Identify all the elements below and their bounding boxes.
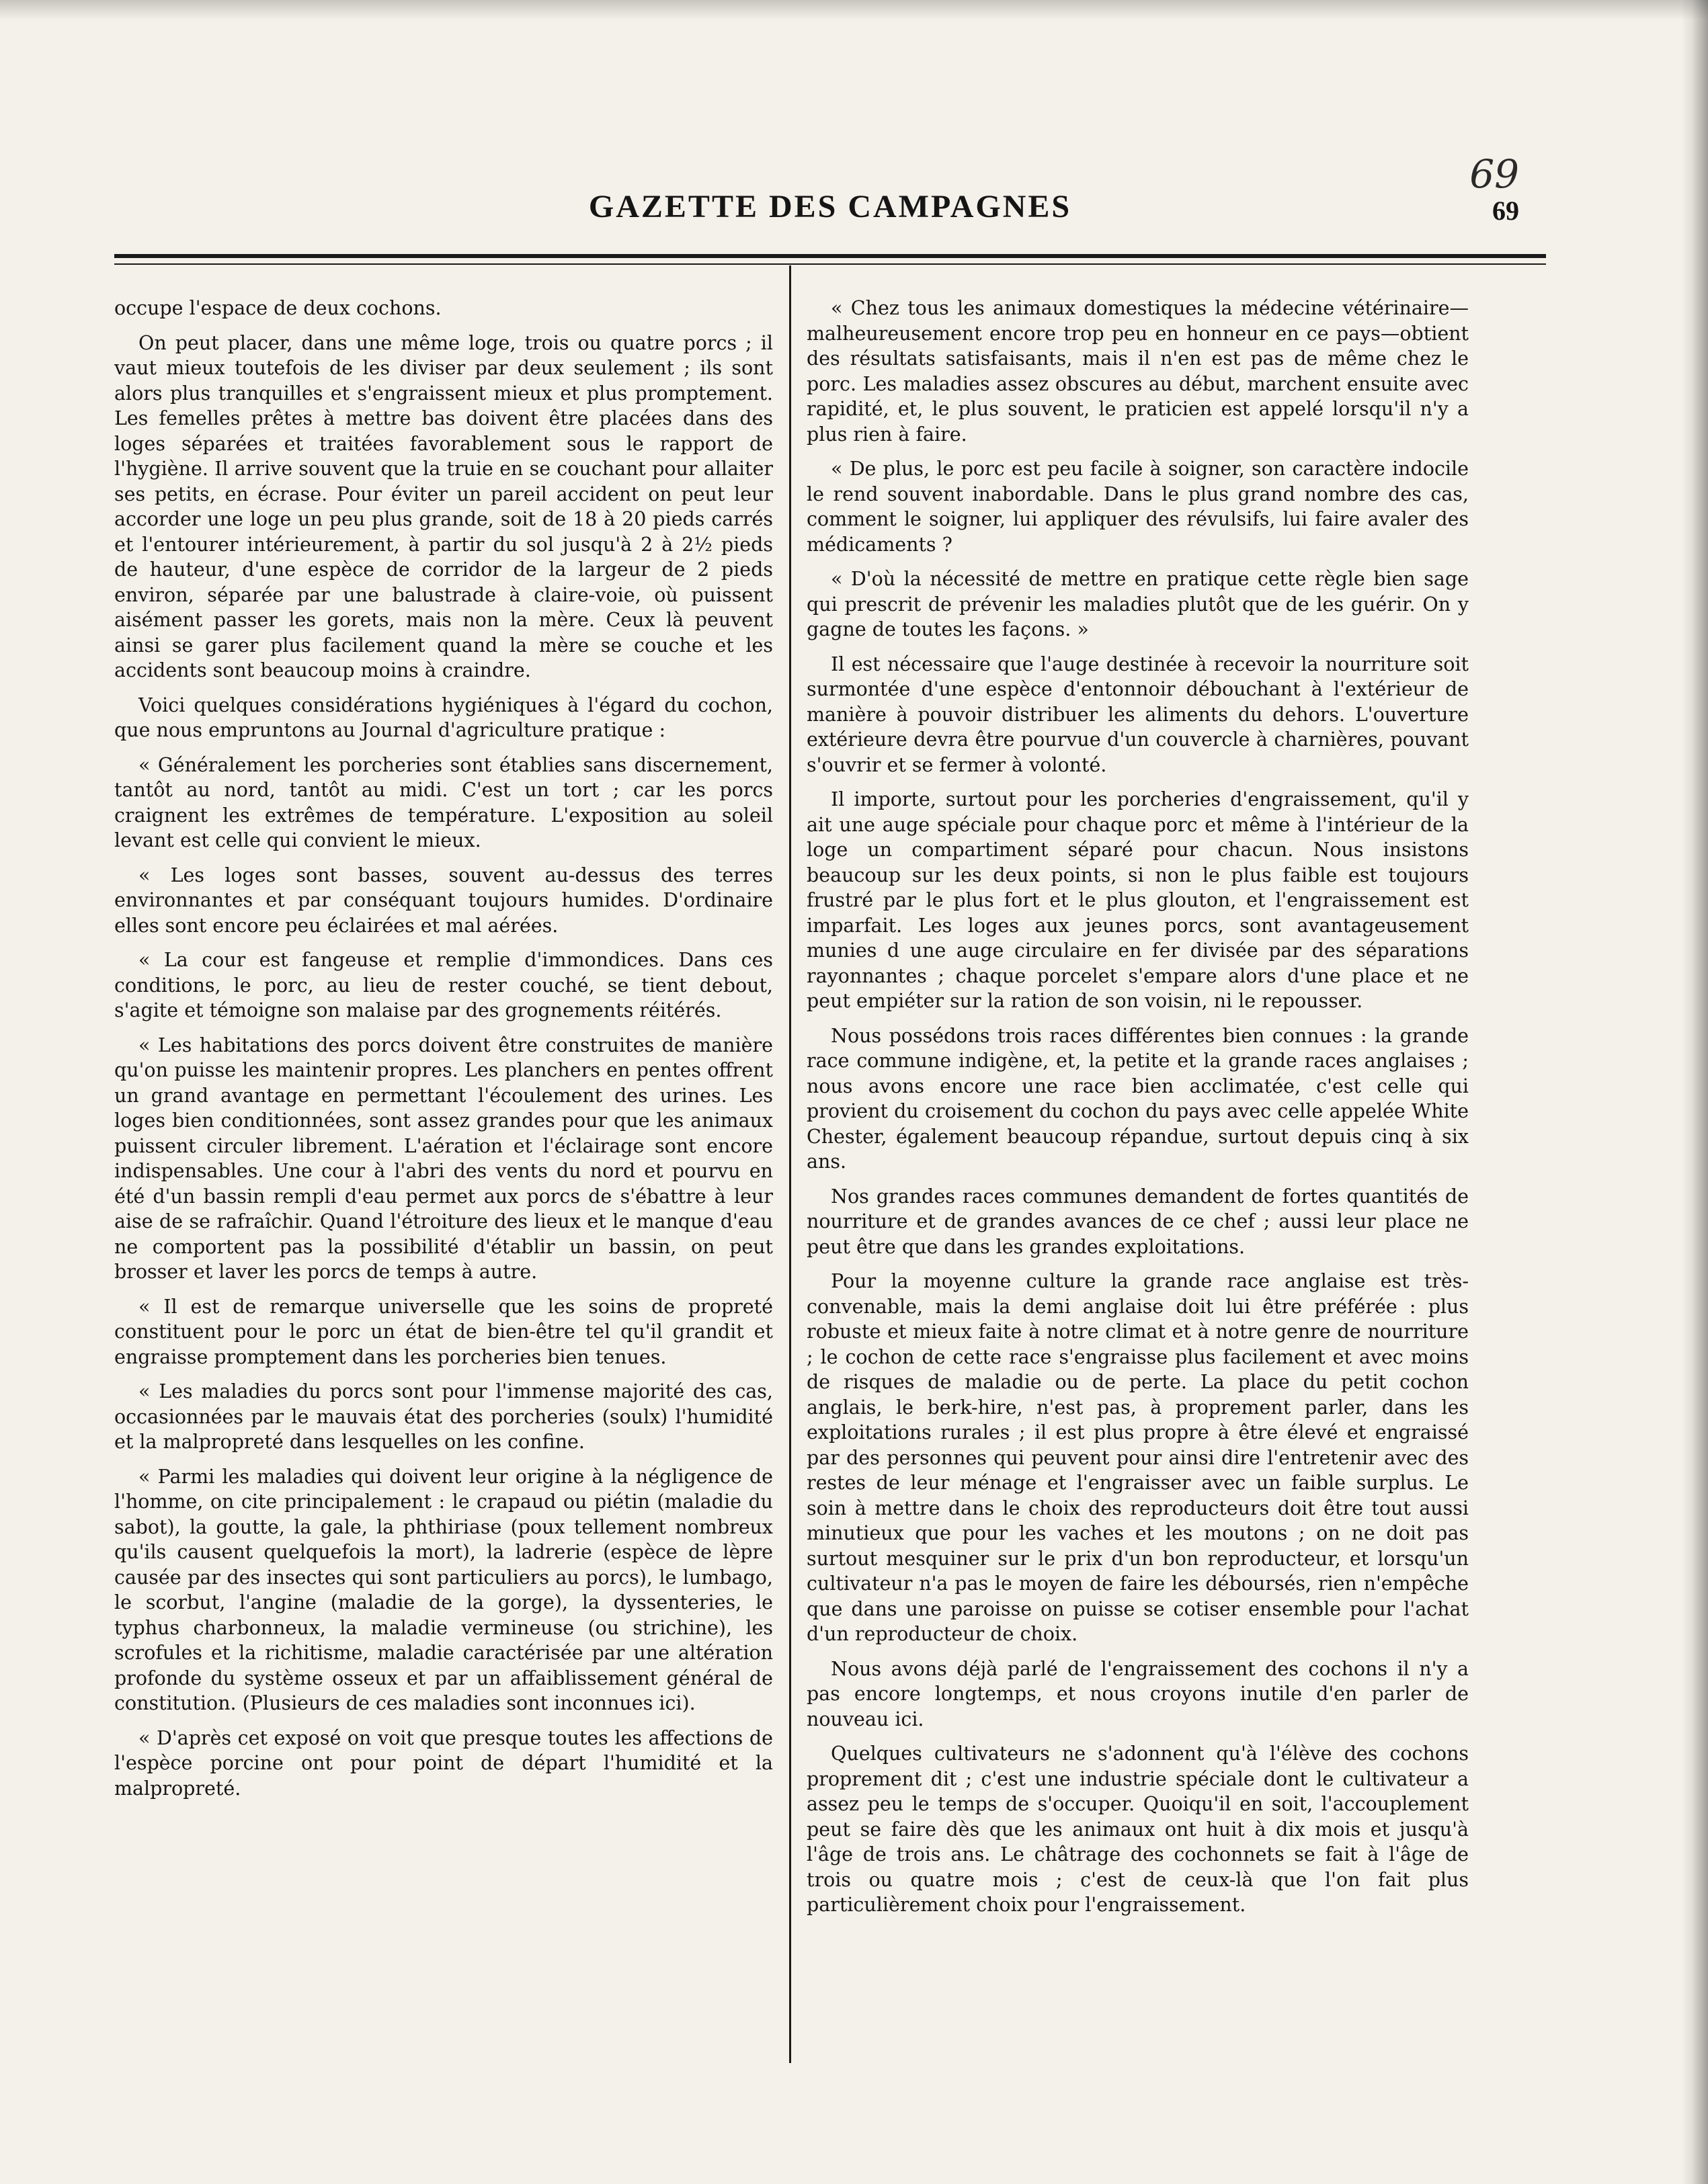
paragraph: On peut placer, dans une même loge, trois ou quatre porcs ; il vaut mieux toutefois de les diviser par deux seulement ; ils sont alors plus tranquilles et s'engraissent mieux et plus promptement. Les femelles prêtes à mettre bas doivent être placées dans des loges séparées et traitées favorablement sous le rapport de l'hygiène. Il arrive souvent que la truie en se couchant pour allaiter ses petits, en écrase. Pour éviter un pareil accident on peut leur accorder une loge un peu plus grande, soit de 18 à 20 pieds carrés et l'entourer intérieurement, à partir du sol jusqu'à 2 à 2½ pieds de hauteur, d'une espèce de corridor de la largeur de 2 pieds environ, séparée par une balustrade à claire-voie, où puissent aisément passer les gorets, mais non la mère. Ceux là peuvent ainsi se garer plus facilement quand la mère se couche et les accidents sont beaucoup moins à craindre. (114, 331, 773, 681)
paragraph: « De plus, le porc est peu facile à soigner, son caractère indocile le rend souvent inabordable. Dans le plus grand nombre des cas, comment le soigner, lui appliquer des révulsifs, lui faire avaler des médicaments ? (807, 458, 1469, 556)
page-header (114, 151, 1546, 255)
header-rule-thin (114, 263, 1546, 265)
paragraph: Nous possédons trois races différentes bien connues : la grande race commune indigène, et, la petite et la grande races anglaises ; nous avons encore une race bien acclimatée, c'est celle qui provient du croisement du cochon du pays avec celle appelée White Chester, également beaucoup répandue, surtout depuis cinq à six ans. (807, 1024, 1469, 1173)
paragraph: « Les maladies du porcs sont pour l'immense majorité des cas, occasionnées par le mauvais état des porcheries (soulx) l'humidité et la malpropreté dans lesquelles on les confine. (114, 1380, 773, 1453)
paragraph: « Les loges sont basses, souvent au-dessus des terres environnantes et par conséquant toujours humides. D'ordinaire elles sont encore peu éclairées et mal aérées. (114, 864, 773, 937)
paragraph: « Chez tous les animaux domestiques la médecine vétérinaire—malheureusement encore trop peu en honneur en ce pays—obtient des résultats satisfaisants, mais il n'en est pas de même chez le porc. Les maladies assez obscures au début, marchent ensuite avec rapidité, et, le plus souvent, le praticien est appelé lorsqu'il n'y a plus rien à faire. (807, 297, 1469, 446)
paragraph: Quelques cultivateurs ne s'adonnent qu'à l'élève des cochons proprement dit ; c'est une industrie spéciale dont le cultivateur a assez peu le temps de s'occuper. Quoiqu'il en soit, l'accouplement peut se faire dès que les animaux ont huit à dix mois et jusqu'à l'âge de trois ans. Le châtrage des cochonnets se fait à l'âge de trois ou quatre mois ; c'est de ceux-là que l'on fait plus particulièrement choix pour l'engraissement. (807, 1742, 1469, 1916)
scan-shadow-top (0, 0, 1708, 20)
header-rule-thick (114, 254, 1546, 258)
paragraph: Voici quelques considérations hygiéniques à l'égard du cochon, que nous empruntons au Journal d'agriculture pratique : (114, 694, 773, 741)
paragraph: occupe l'espace de deux cochons. (114, 297, 442, 319)
paragraph: « D'après cet exposé on voit que presque toutes les affections de l'espèce porcine ont pour point de départ l'humidité et la malpropreté. (114, 1726, 773, 1800)
paragraph: « D'où la nécessité de mettre en pratique cette règle bien sage qui prescrit de prévenir les maladies plutôt que de les guérir. On y gagne de toutes les façons. » (807, 568, 1469, 640)
page-title: GAZETTE DES CAMPAGNES (588, 189, 1072, 224)
paragraph: « Il est de remarque universelle que les soins de propreté constituent pour le porc un état de bien-être tel qu'il grandit et engraisse promptement dans les porcheries bien tenues. (114, 1295, 773, 1368)
paragraph: Pour la moyenne culture la grande race anglaise est très-convenable, mais la demi anglaise doit lui être préférée : plus robuste et mieux faite à notre climat et à notre genre de nourriture ; le cochon de cette race s'engraisse plus facilement et avec moins de risques de maladie ou de perte. La place du petit cochon anglais, le berk-hire, n'est pas, à proprement parler, dans les exploitations rurales ; il est plus propre à être élevé et engraissé par des personnes qui peuvent pour ainsi dire l'entretenir avec des restes de leur ménage et l'engraisser avec un faible surplus. Le soin à mettre dans le choix des reproducteurs doit être tout aussi minutieux que pour les vaches et les moutons ; on ne doit pas surtout mesquiner sur le prix d'un bon reproducteur, et lorsqu'un cultivateur n'a pas le moyen de faire les déboursés, rien n'empêche que dans une paroisse on puisse se cotiser ensemble pour l'achat d'un reproducteur de choix. (807, 1270, 1469, 1645)
scan-shadow-right (1681, 0, 1708, 2184)
paragraph: Nos grandes races communes demandent de fortes quantités de nourriture et de grandes avances de ce chef ; aussi leur place ne peut être que dans les grandes exploitations. (807, 1185, 1469, 1258)
right-column (807, 296, 1469, 1918)
paragraph: « La cour est fangeuse et remplie d'immondices. Dans ces conditions, le porc, au lieu de rester couché, se tient debout, s'agite et témoigne son malaise par des grognements réitérés. (114, 949, 773, 1021)
column-divider (789, 265, 791, 2063)
page-number: 69 (1492, 196, 1519, 226)
paragraph: « Parmi les maladies qui doivent leur origine à la négligence de l'homme, on cite principalement : le crapaud ou piétin (maladie du sabot), la goutte, la gale, la phthiriase (poux tellement nombreux qu'ils causent quelquefois la mort), la ladrerie (espèce de lèpre causée par des insectes qui sont particuliers au porcs), le lumbago, le scorbut, l'angine (maladie de la gorge), la dyssenteries, le typhus charbonneux, la maladie vermineuse (ou strichine), les scrofules et la richitisme, maladie caractérisée par une altération profonde du système osseux et par un affaiblissement général de constitution. (Plusieurs de ces maladies sont inconnues ici). (114, 1465, 773, 1714)
left-column (114, 296, 773, 1801)
paragraph: « Généralement les porcheries sont établies sans discernement, tantôt au nord, tantôt au midi. C'est un tort ; car les porcs craignent les extrêmes de température. L'exposition au soleil levant est celle qui convient le mieux. (114, 753, 773, 851)
paragraph: « Les habitations des porcs doivent être construites de manière qu'on puisse les maintenir propres. Les planchers en pentes offrent un grand avantage en permettant l'écoulement des urines. Les loges bien conditionnées, sont assez grandes pour que les animaux puissent circuler librement. L'aération et l'éclairage sont encore indispensables. Une cour à l'abri des vents du nord et pourvu en été d'un bassin rempli d'eau permet aux porcs de s'ébattre à leur aise de se rafraîchir. Quand l'étroiture des lieux et le manque d'eau ne comportent pas la possibilité d'établir un bassin, on peut brosser et laver les porcs de temps à autre. (114, 1034, 773, 1283)
handwritten-folio: 69 (1469, 151, 1519, 197)
paragraph: Il est nécessaire que l'auge destinée à recevoir la nourriture soit surmontée d'une espèce d'entonnoir débouchant à l'extérieur de manière à pouvoir distribuer les aliments du dehors. L'ouverture extérieure devra être pourvue d'un couvercle à charnières, pouvant s'ouvrir et se fermer à volonté. (807, 653, 1469, 776)
paragraph: Nous avons déjà parlé de l'engraissement des cochons il n'y a pas encore longtemps, et nous croyons inutile d'en parler de nouveau ici. (807, 1657, 1469, 1730)
paragraph: Il importe, surtout pour les porcheries d'engraissement, qu'il y ait une auge spéciale pour chaque porc et même à l'intérieur de la loge un compartiment séparé pour chacun. Nous insistons beaucoup sur les deux points, si non le plus faible est toujours frustré par le plus fort et le plus glouton, et l'engraissement est imparfait. Les loges aux jeunes porcs, sont avantageusement munies d une auge circulaire en fer divisée par des séparations rayonnantes ; chaque porcelet s'empare alors d'une place et ne peut empiéter sur la ration de son voisin, ni le repousser. (807, 788, 1469, 1012)
